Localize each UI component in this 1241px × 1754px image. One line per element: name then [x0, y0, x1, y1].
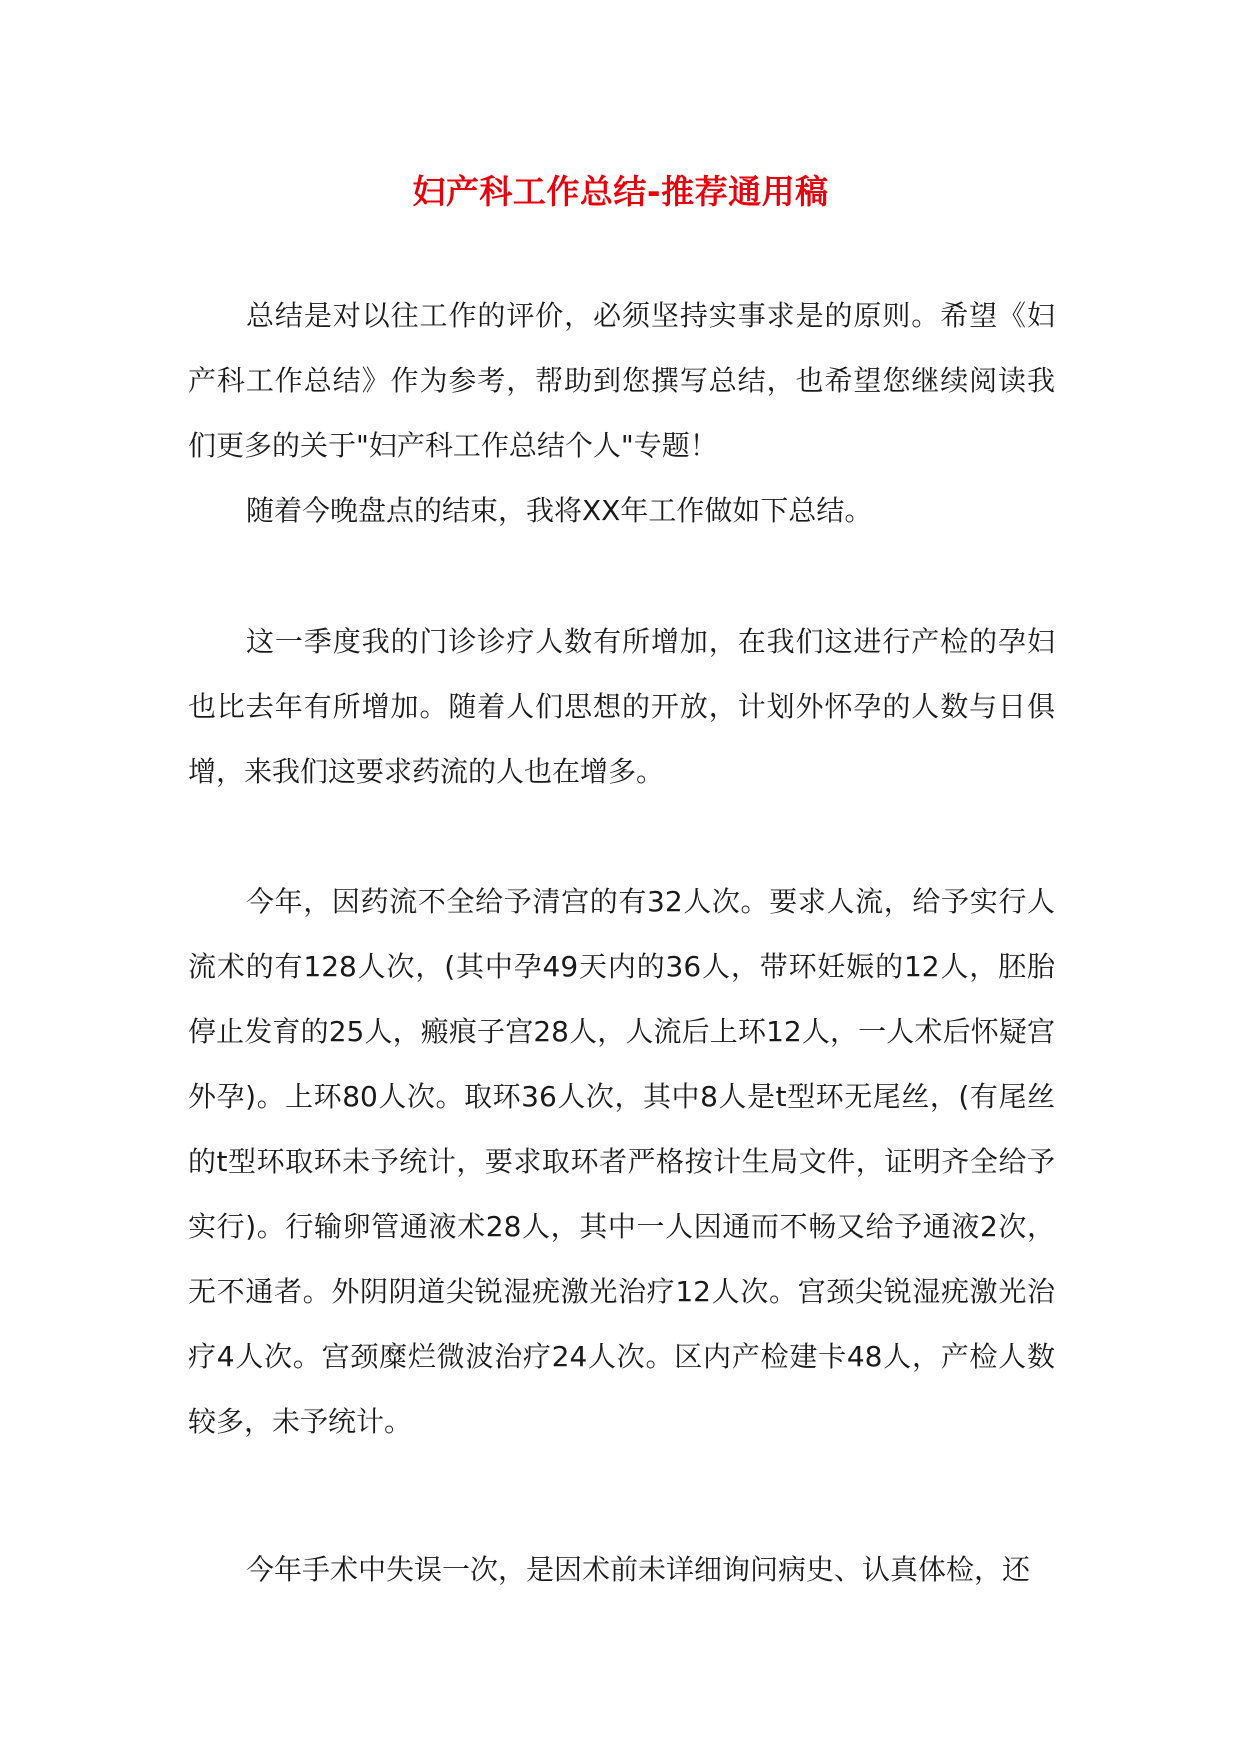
paragraph-intro: 总结是对以往工作的评价，必须坚持实事求是的原则。希望《妇产科工作总结》作为参考，帮助到您撰写总结，也希望您继续阅读我们更多的关于"妇产科工作总结个人"专题！: [188, 299, 1055, 462]
paragraph-outpatient: 这一季度我的门诊诊疗人数有所增加，在我们这进行产检的孕妇也比去年有所增加。随着人们思想的开放，计划外怀孕的人数与日俱增，来我们这要求药流的人也在增多。: [188, 625, 1055, 788]
document-title: 妇产科工作总结-推荐通用稿: [412, 172, 829, 211]
paragraph-procedures: 今年，因药流不全给予清宫的有32人次。要求人流，给予实行人流术的有128人次，(其中孕49天内的36人，带环妊娠的12人，胚胎停止发育的25人，瘢痕子宫28人，人流后上环12人，一人术后怀疑宫外孕)。上环80人次。取环36人次，其中8人是t型环无尾丝，(有尾丝的t型环取环未予统计，要求取环者严格按计生局文件，证明齐全给予实行)。行输卵管通液术28人，其中一人因通而不畅又给予通液2次，无不通者。外阴阴道尖锐湿疣激光治疗12人次。宫颈尖锐湿疣激光治疗4人次。宫颈糜烂微波治疗24人次。区内产检建卡48人，产检人数较多，未予统计。: [188, 885, 1055, 1438]
paragraph-summary-lead: 随着今晚盘点的结束，我将XX年工作做如下总结。: [246, 494, 873, 527]
paragraph-surgery-error: 今年手术中失误一次，是因术前未详细询问病史、认真体检，还: [246, 1553, 1031, 1586]
